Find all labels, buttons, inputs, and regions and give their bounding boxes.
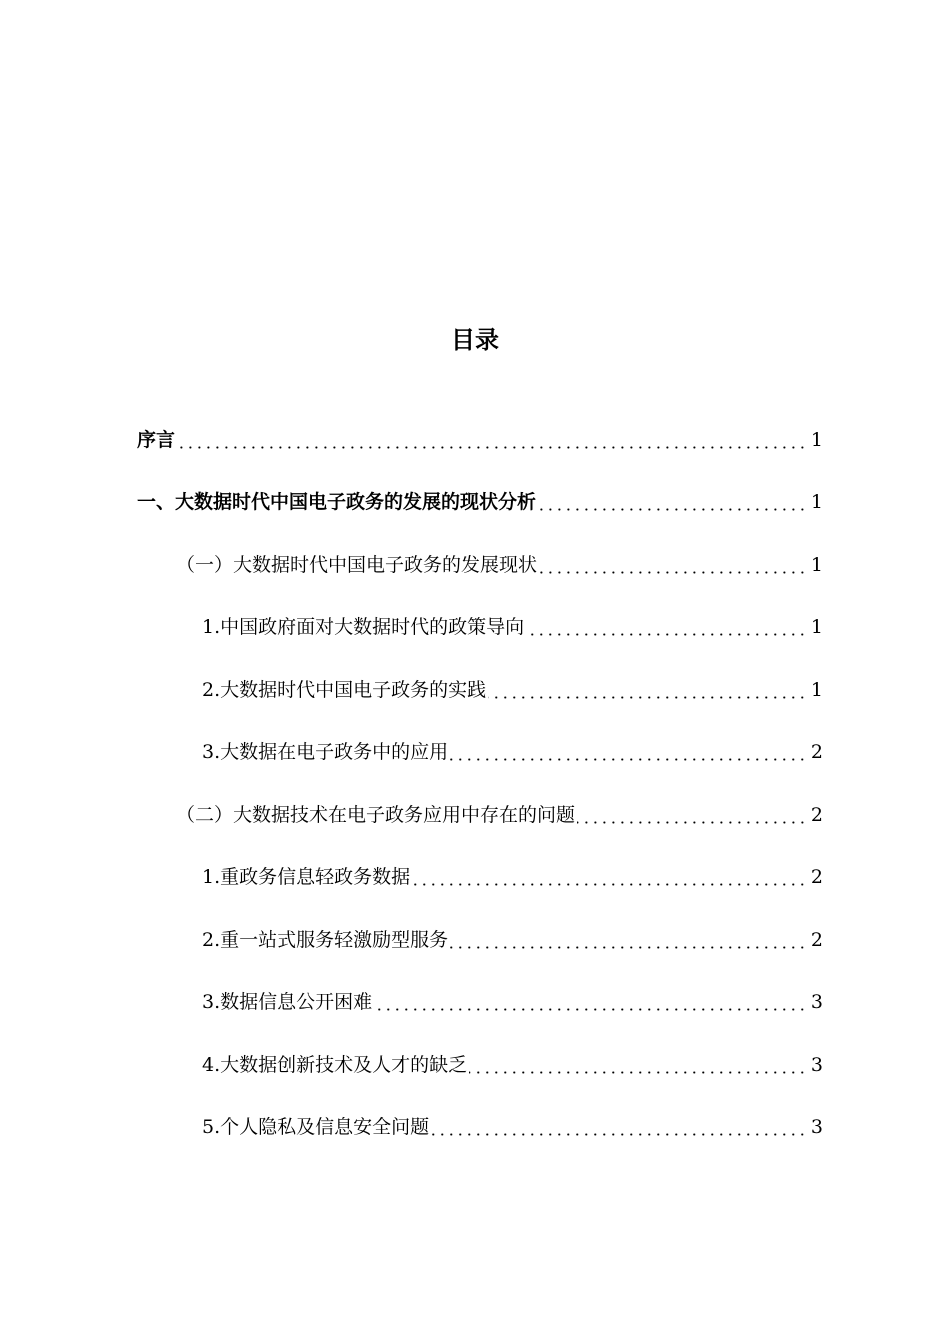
toc-entry-label: 一、大数据时代中国电子政务的发展的现状分析 <box>137 491 537 513</box>
dot-leader <box>374 1008 807 1011</box>
dot-leader <box>431 1133 807 1136</box>
toc-entry-label: 2.大数据时代中国电子政务的实践 <box>202 679 487 701</box>
toc-entry-label: 1.中国政府面对大数据时代的政策导向 <box>202 616 525 638</box>
toc-entry[interactable] <box>202 1109 823 1145</box>
toc-entry[interactable] <box>202 859 823 895</box>
toc-page-number: 2 <box>810 804 823 826</box>
toc-entry[interactable] <box>202 734 823 770</box>
dot-leader <box>539 571 807 574</box>
dot-leader <box>538 508 807 511</box>
toc-page-number: 1 <box>810 679 823 701</box>
dot-leader <box>450 946 807 949</box>
dot-leader <box>577 821 807 824</box>
toc-entry-label: 3.大数据在电子政务中的应用 <box>202 741 449 763</box>
toc-page-number: 1 <box>810 616 823 638</box>
toc-page-number: 3 <box>810 1054 823 1076</box>
toc-entry[interactable] <box>137 422 823 458</box>
dot-leader <box>469 1071 807 1074</box>
toc-entry-label: 2.重一站式服务轻激励型服务 <box>202 929 449 951</box>
toc-page-number: 1 <box>810 429 823 451</box>
toc-entry[interactable] <box>176 547 823 583</box>
toc-entry-label: 1.重政务信息轻政务数据 <box>202 866 411 888</box>
dot-leader <box>526 633 807 636</box>
toc-entry-label: 5.个人隐私及信息安全问题 <box>202 1116 430 1138</box>
toc-entry[interactable] <box>176 797 823 833</box>
toc-page-number: 1 <box>810 554 823 576</box>
toc-entry-label: 3.数据信息公开困难 <box>202 991 373 1013</box>
toc-entry[interactable] <box>202 922 823 958</box>
dot-leader <box>450 758 807 761</box>
toc-entry[interactable] <box>202 1047 823 1083</box>
toc-entry-label: （一）大数据时代中国电子政务的发展现状 <box>176 554 538 576</box>
dot-leader <box>177 446 807 449</box>
toc-entry[interactable] <box>202 672 823 708</box>
toc-page-number: 3 <box>810 991 823 1013</box>
toc-page-number: 2 <box>810 929 823 951</box>
dot-leader <box>488 696 807 699</box>
toc-entry-label: 序言 <box>137 429 176 451</box>
toc-entry-label: （二）大数据技术在电子政务应用中存在的问题 <box>176 804 576 826</box>
toc-page-number: 2 <box>810 866 823 888</box>
toc-title: 目录 <box>451 326 499 354</box>
toc-entry-label: 4.大数据创新技术及人才的缺乏 <box>202 1054 468 1076</box>
toc-entry[interactable] <box>137 484 823 520</box>
toc-entry[interactable] <box>202 609 823 645</box>
toc-page-number: 1 <box>810 491 823 513</box>
toc-page-number: 3 <box>810 1116 823 1138</box>
toc-entry[interactable] <box>202 984 823 1020</box>
toc-page-number: 2 <box>810 741 823 763</box>
dot-leader <box>412 883 807 886</box>
